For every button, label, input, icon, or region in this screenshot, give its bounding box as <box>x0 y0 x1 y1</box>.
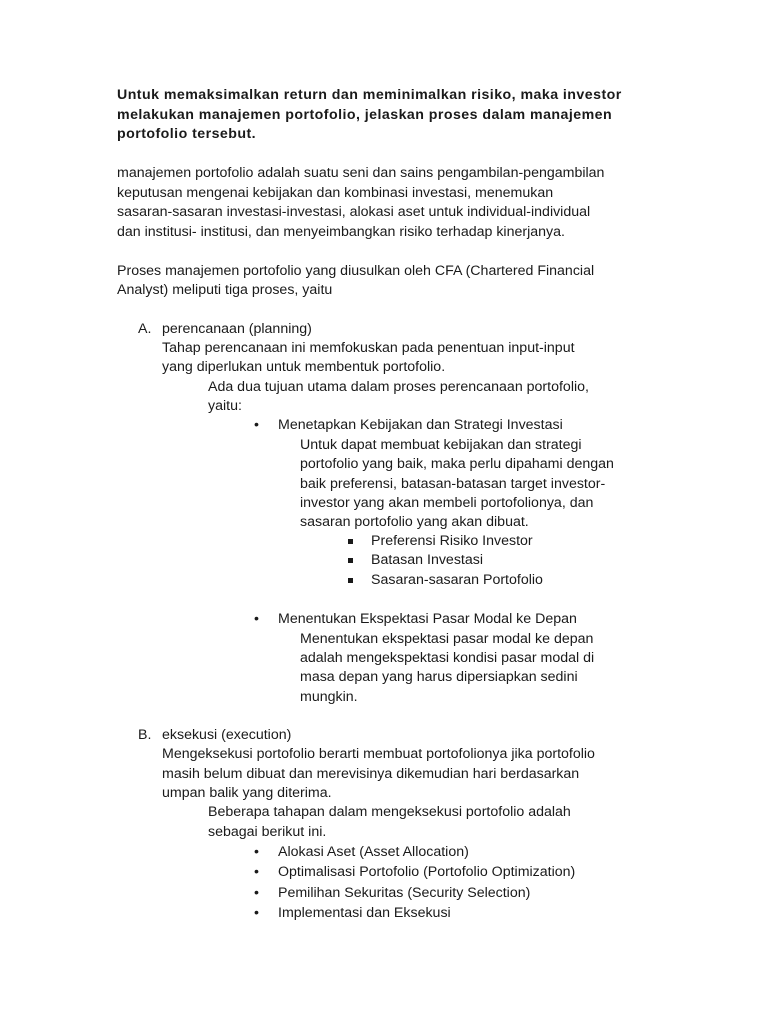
bullet1-title: Menetapkan Kebijakan dan Strategi Investasi <box>278 417 563 433</box>
bullet2-title: Menentukan Ekspektasi Pasar Modal ke Depan <box>278 611 577 627</box>
section-a-marker: A. <box>138 321 152 337</box>
bullet1-desc: baik preferensi, batasan-batasan target investor- <box>300 476 606 492</box>
intro-line: manajemen portofolio adalah suatu seni dan sains pengambilan-pengambilan <box>117 165 605 181</box>
bullet-icon: • <box>254 885 259 901</box>
question-line: Untuk memaksimalkan return dan meminimalkan risiko, maka investor <box>117 87 622 103</box>
list-item: Alokasi Aset (Asset Allocation) <box>278 844 469 860</box>
bullet1-desc: portofolio yang baik, maka perlu dipahami dengan <box>300 456 614 472</box>
intro-line: dan institusi- institusi, dan menyeimbangkan risiko terhadap kinerjanya. <box>117 224 565 240</box>
bullet-icon: • <box>254 417 259 433</box>
bullet2-desc: Menentukan ekspektasi pasar modal ke depan <box>300 631 594 647</box>
square-bullet-icon <box>348 558 353 563</box>
bullet1-desc: investor yang akan membeli portofolionya, dan <box>300 495 594 511</box>
square-bullet-icon <box>348 539 353 544</box>
list-item: Preferensi Risiko Investor <box>371 533 533 549</box>
bullet-icon: • <box>254 844 259 860</box>
process-intro-line: Analyst) meliputi tiga proses, yaitu <box>117 282 333 298</box>
section-b-title: eksekusi (execution) <box>162 727 292 743</box>
bullet-icon: • <box>254 864 259 880</box>
section-b-sub: Beberapa tahapan dalam mengeksekusi portofolio adalah <box>208 804 571 820</box>
bullet2-desc: masa depan yang harus dipersiapkan sedini <box>300 669 578 685</box>
section-a-desc: yang diperlukan untuk membentuk portofolio. <box>162 359 446 375</box>
section-a-title: perencanaan (planning) <box>162 321 312 337</box>
bullet-icon: • <box>254 905 259 921</box>
list-item: Sasaran-sasaran Portofolio <box>371 572 543 588</box>
section-a-sub: yaitu: <box>208 398 242 414</box>
section-b-marker: B. <box>138 727 152 743</box>
square-bullet-icon <box>348 578 353 583</box>
list-item: Implementasi dan Eksekusi <box>278 905 451 921</box>
section-a-desc: Tahap perencanaan ini memfokuskan pada penentuan input-input <box>162 340 575 356</box>
question-line: melakukan manajemen portofolio, jelaskan proses dalam manajemen <box>117 107 613 123</box>
bullet1-desc: Untuk dapat membuat kebijakan dan strategi <box>300 437 582 453</box>
question-line: portofolio tersebut. <box>117 126 257 142</box>
intro-line: keputusan mengenai kebijakan dan kombinasi investasi, menemukan <box>117 185 554 201</box>
bullet1-desc: sasaran portofolio yang akan dibuat. <box>300 514 529 530</box>
section-b-desc: umpan balik yang diterima. <box>162 785 332 801</box>
section-b-desc: masih belum dibuat dan merevisinya dikemudian hari berdasarkan <box>162 766 580 782</box>
section-b-desc: Mengeksekusi portofolio berarti membuat portofolionya jika portofolio <box>162 746 595 762</box>
bullet2-desc: mungkin. <box>300 689 358 705</box>
list-item: Batasan Investasi <box>371 552 483 568</box>
bullet2-desc: adalah mengekspektasi kondisi pasar modal di <box>300 650 595 666</box>
section-b-sub: sebagai berikut ini. <box>208 824 327 840</box>
bullet-icon: • <box>254 611 259 627</box>
intro-line: sasaran-sasaran investasi-investasi, alokasi aset untuk individual-individual <box>117 204 591 220</box>
list-item: Optimalisasi Portofolio (Portofolio Optimization) <box>278 864 576 880</box>
process-intro-line: Proses manajemen portofolio yang diusulkan oleh CFA (Chartered Financial <box>117 263 595 279</box>
section-a-sub: Ada dua tujuan utama dalam proses perencanaan portofolio, <box>208 379 589 395</box>
list-item: Pemilihan Sekuritas (Security Selection) <box>278 885 531 901</box>
